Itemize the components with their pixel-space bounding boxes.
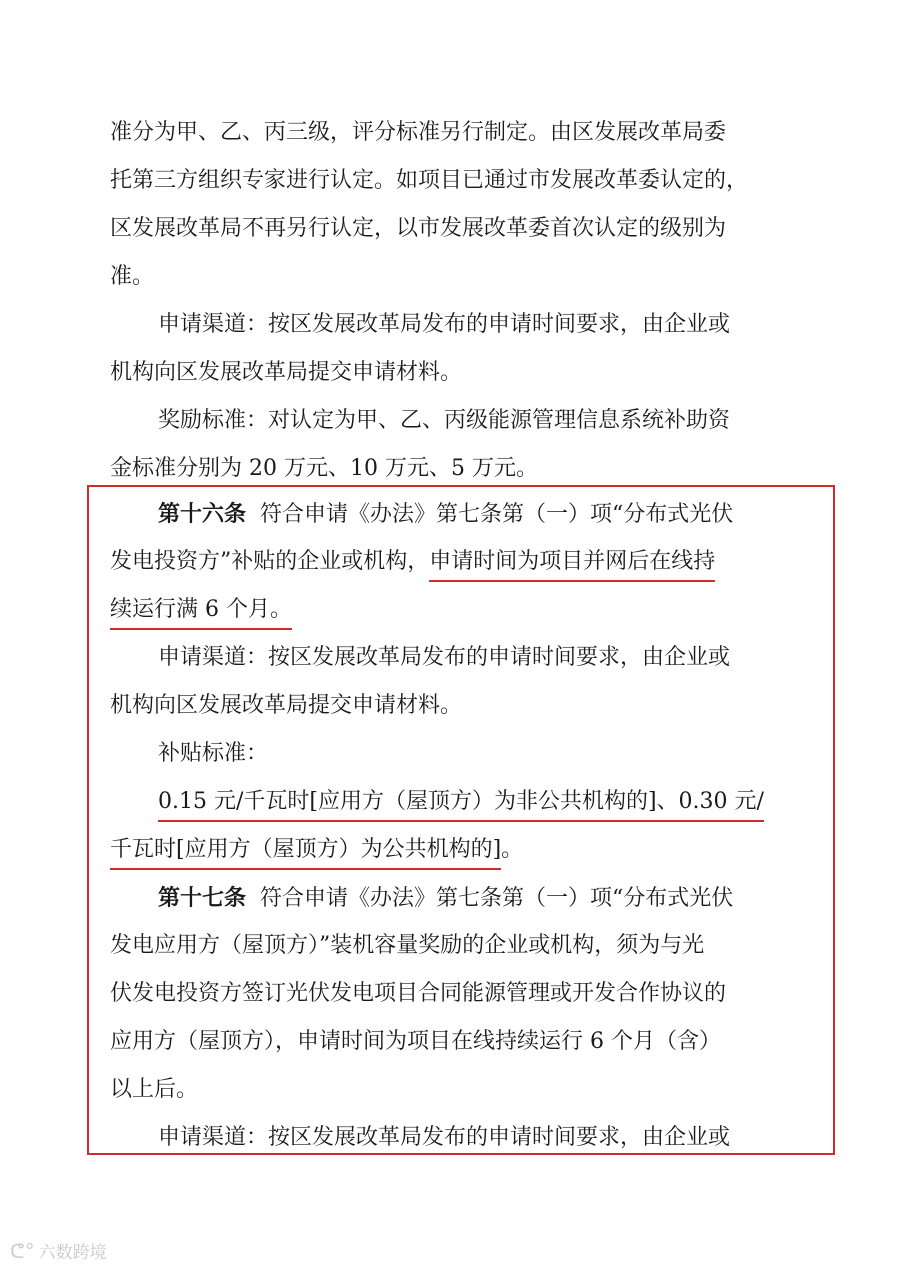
article-16-line — [110, 595, 292, 625]
text-line: 机构向区发展改革局提交申请材料。 — [110, 693, 463, 718]
text-line: 申请渠道：按区发展改革局发布的申请时间要求，由企业或 — [158, 645, 731, 670]
text-line: 伏发电投资方签订光伏发电项目合同能源管理或开发合作协议的 — [110, 981, 727, 1006]
watermark-text: 六数跨境 — [38, 1243, 107, 1263]
text-line: 申请渠道：按区发展改革局发布的申请时间要求，由企业或 — [158, 1125, 731, 1150]
watermark-logo-icon: ᕦ° — [10, 1238, 35, 1263]
article-16-line — [158, 499, 733, 529]
underlined-text: 续运行满 6 个月。 — [110, 597, 292, 630]
underlined-text: 千瓦时[应用方（屋顶方）为公共机构的] — [110, 837, 501, 870]
text-line: 准。 — [110, 264, 155, 289]
underlined-text: 申请时间为项目并网后在线持 — [429, 549, 715, 582]
text-line: 机构向区发展改革局提交申请材料。 — [110, 360, 463, 385]
text-line: 以上后。 — [110, 1077, 199, 1102]
text-line: 申请渠道：按区发展改革局发布的申请时间要求，由企业或 — [158, 312, 731, 337]
article-17-heading: 第十七条 — [158, 885, 247, 911]
text-line: 准分为甲、乙、丙三级，评分标准另行制定。由区发展改革局委 — [110, 120, 727, 145]
text-span: 符合申请《办法》第七条第（一）项“分布式光伏 — [260, 886, 734, 911]
article-16-heading: 第十六条 — [158, 501, 247, 527]
text-line: 区发展改革局不再另行认定，以市发展改革委首次认定的级别为 — [110, 216, 727, 241]
text-span: 符合申请《办法》第七条第（一）项“分布式光伏 — [260, 502, 734, 527]
article-16-line — [110, 547, 715, 577]
text-line: 应用方（屋顶方），申请时间为项目在线持续运行 6 个月（含） — [110, 1029, 721, 1054]
subsidy-line — [158, 787, 764, 817]
underlined-text: 0.15 元/千瓦时[应用方（屋顶方）为非公共机构的]、0.30 元/ — [158, 789, 764, 822]
text-line: 托第三方组织专家进行认定。如项目已通过市发展改革委认定的， — [110, 168, 749, 193]
text-line: 奖励标准：对认定为甲、乙、丙级能源管理信息系统补助资 — [158, 408, 731, 433]
text-span: 。 — [501, 837, 524, 862]
subsidy-line — [110, 835, 523, 865]
subsidy-label: 补贴标准： — [158, 741, 269, 766]
text-line: 发电应用方（屋顶方）”装机容量奖励的企业或机构，须为与光 — [110, 933, 705, 958]
watermark — [10, 1238, 107, 1263]
text-span: 发电投资方”补贴的企业或机构， — [110, 549, 430, 574]
text-line: 金标准分别为 20 万元、10 万元、5 万元。 — [110, 456, 538, 481]
article-17-line — [158, 883, 733, 913]
